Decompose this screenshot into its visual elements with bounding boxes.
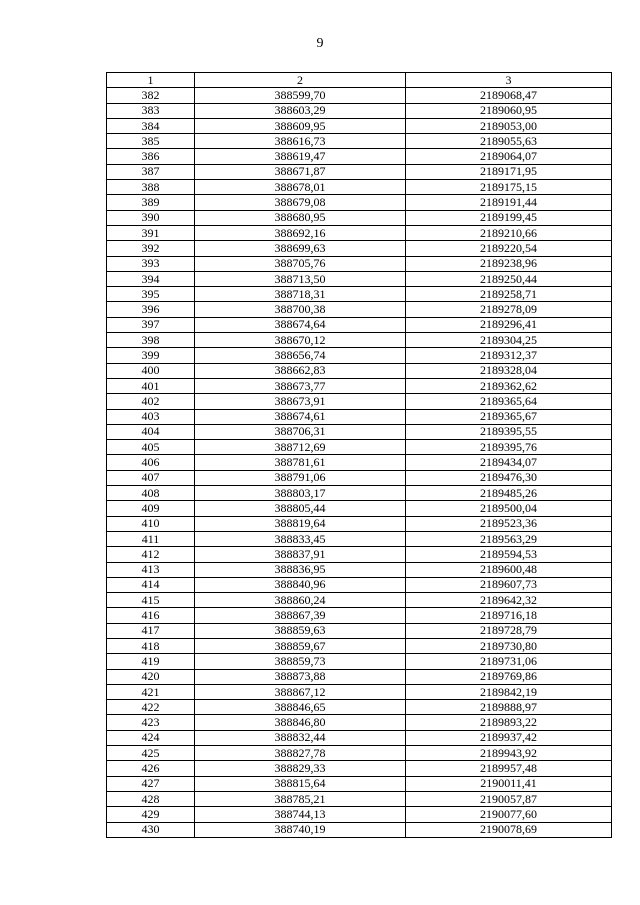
- cell-point-number: 428: [107, 791, 195, 806]
- cell-point-number: 417: [107, 623, 195, 638]
- table-row: [107, 531, 612, 546]
- cell-x-coordinate: 388846,80: [195, 715, 406, 730]
- table-row: [107, 424, 612, 439]
- cell-point-number: 382: [107, 88, 195, 103]
- cell-y-coordinate: 2189476,30: [406, 470, 612, 485]
- cell-x-coordinate: 388680,95: [195, 210, 406, 225]
- table-row: [107, 593, 612, 608]
- cell-y-coordinate: 2189064,07: [406, 149, 612, 164]
- table-row: [107, 378, 612, 393]
- cell-x-coordinate: 388781,61: [195, 455, 406, 470]
- cell-x-coordinate: 388673,91: [195, 394, 406, 409]
- table-row: [107, 807, 612, 822]
- cell-x-coordinate: 388679,08: [195, 195, 406, 210]
- cell-point-number: 406: [107, 455, 195, 470]
- cell-x-coordinate: 388785,21: [195, 791, 406, 806]
- cell-point-number: 393: [107, 256, 195, 271]
- cell-point-number: 402: [107, 394, 195, 409]
- table-row: [107, 118, 612, 133]
- table-row: [107, 225, 612, 240]
- cell-y-coordinate: 2189362,62: [406, 378, 612, 393]
- cell-x-coordinate: 388837,91: [195, 547, 406, 562]
- cell-point-number: 422: [107, 700, 195, 715]
- cell-y-coordinate: 2189893,22: [406, 715, 612, 730]
- cell-y-coordinate: 2189304,25: [406, 333, 612, 348]
- table-row: [107, 684, 612, 699]
- table-row: [107, 210, 612, 225]
- cell-y-coordinate: 2189055,63: [406, 134, 612, 149]
- cell-x-coordinate: 388867,39: [195, 608, 406, 623]
- table-row: [107, 88, 612, 103]
- table-row: [107, 501, 612, 516]
- cell-point-number: 399: [107, 348, 195, 363]
- cell-x-coordinate: 388699,63: [195, 241, 406, 256]
- table-row: [107, 333, 612, 348]
- cell-point-number: 383: [107, 103, 195, 118]
- cell-point-number: 400: [107, 363, 195, 378]
- table-row: [107, 730, 612, 745]
- cell-y-coordinate: 2189258,71: [406, 287, 612, 302]
- cell-point-number: 395: [107, 287, 195, 302]
- cell-point-number: 423: [107, 715, 195, 730]
- cell-y-coordinate: 2189312,37: [406, 348, 612, 363]
- cell-point-number: 412: [107, 547, 195, 562]
- cell-y-coordinate: 2189278,09: [406, 302, 612, 317]
- cell-point-number: 414: [107, 577, 195, 592]
- table-row: [107, 256, 612, 271]
- cell-point-number: 419: [107, 654, 195, 669]
- table-row: [107, 363, 612, 378]
- table-row: [107, 715, 612, 730]
- table-row: [107, 761, 612, 776]
- cell-x-coordinate: 388718,31: [195, 287, 406, 302]
- table-row: [107, 791, 612, 806]
- table-body: [107, 88, 612, 838]
- cell-point-number: 389: [107, 195, 195, 210]
- cell-point-number: 420: [107, 669, 195, 684]
- cell-y-coordinate: 2189607,73: [406, 577, 612, 592]
- cell-x-coordinate: 388670,12: [195, 333, 406, 348]
- column-header-point-number: 1: [107, 73, 195, 88]
- cell-x-coordinate: 388859,63: [195, 623, 406, 638]
- cell-y-coordinate: 2189068,47: [406, 88, 612, 103]
- table-row: [107, 746, 612, 761]
- table-row: [107, 164, 612, 179]
- table-row: [107, 700, 612, 715]
- table-row: [107, 180, 612, 195]
- cell-point-number: 388: [107, 180, 195, 195]
- cell-point-number: 410: [107, 516, 195, 531]
- cell-x-coordinate: 388829,33: [195, 761, 406, 776]
- cell-x-coordinate: 388859,67: [195, 638, 406, 653]
- cell-x-coordinate: 388692,16: [195, 225, 406, 240]
- table-row: [107, 654, 612, 669]
- cell-y-coordinate: 2189175,15: [406, 180, 612, 195]
- cell-x-coordinate: 388860,24: [195, 593, 406, 608]
- cell-point-number: 394: [107, 271, 195, 286]
- cell-y-coordinate: 2189296,41: [406, 317, 612, 332]
- cell-y-coordinate: 2189053,00: [406, 118, 612, 133]
- table-row: [107, 470, 612, 485]
- cell-x-coordinate: 388819,64: [195, 516, 406, 531]
- cell-point-number: 401: [107, 378, 195, 393]
- cell-point-number: 405: [107, 440, 195, 455]
- table-row: [107, 822, 612, 837]
- cell-x-coordinate: 388840,96: [195, 577, 406, 592]
- cell-y-coordinate: 2189238,96: [406, 256, 612, 271]
- cell-y-coordinate: 2189842,19: [406, 684, 612, 699]
- table-row: [107, 348, 612, 363]
- cell-y-coordinate: 2189943,92: [406, 746, 612, 761]
- cell-y-coordinate: 2189395,55: [406, 424, 612, 439]
- cell-point-number: 384: [107, 118, 195, 133]
- table-row: [107, 103, 612, 118]
- cell-x-coordinate: 388846,65: [195, 700, 406, 715]
- cell-point-number: 397: [107, 317, 195, 332]
- table-row: [107, 271, 612, 286]
- cell-point-number: 390: [107, 210, 195, 225]
- cell-y-coordinate: 2189485,26: [406, 486, 612, 501]
- cell-x-coordinate: 388833,45: [195, 531, 406, 546]
- cell-point-number: 386: [107, 149, 195, 164]
- cell-point-number: 413: [107, 562, 195, 577]
- cell-y-coordinate: 2189500,04: [406, 501, 612, 516]
- cell-y-coordinate: 2190057,87: [406, 791, 612, 806]
- table-row: [107, 486, 612, 501]
- cell-y-coordinate: 2190077,60: [406, 807, 612, 822]
- cell-point-number: 407: [107, 470, 195, 485]
- cell-x-coordinate: 388836,95: [195, 562, 406, 577]
- column-header-y: 3: [406, 73, 612, 88]
- cell-point-number: 398: [107, 333, 195, 348]
- cell-x-coordinate: 388705,76: [195, 256, 406, 271]
- cell-point-number: 391: [107, 225, 195, 240]
- cell-point-number: 430: [107, 822, 195, 837]
- cell-y-coordinate: 2189395,76: [406, 440, 612, 455]
- cell-y-coordinate: 2189250,44: [406, 271, 612, 286]
- table-row: [107, 241, 612, 256]
- table-row: [107, 409, 612, 424]
- table-row: [107, 195, 612, 210]
- cell-point-number: 415: [107, 593, 195, 608]
- cell-point-number: 426: [107, 761, 195, 776]
- cell-y-coordinate: 2189594,53: [406, 547, 612, 562]
- cell-x-coordinate: 388678,01: [195, 180, 406, 195]
- table-row: [107, 547, 612, 562]
- cell-point-number: 385: [107, 134, 195, 149]
- cell-point-number: 403: [107, 409, 195, 424]
- cell-y-coordinate: 2189365,67: [406, 409, 612, 424]
- cell-y-coordinate: 2189328,04: [406, 363, 612, 378]
- cell-x-coordinate: 388656,74: [195, 348, 406, 363]
- cell-y-coordinate: 2189642,32: [406, 593, 612, 608]
- cell-y-coordinate: 2189937,42: [406, 730, 612, 745]
- cell-x-coordinate: 388674,61: [195, 409, 406, 424]
- cell-x-coordinate: 388671,87: [195, 164, 406, 179]
- cell-x-coordinate: 388744,13: [195, 807, 406, 822]
- table-row: [107, 669, 612, 684]
- cell-point-number: 409: [107, 501, 195, 516]
- cell-point-number: 404: [107, 424, 195, 439]
- cell-point-number: 392: [107, 241, 195, 256]
- cell-x-coordinate: 388609,95: [195, 118, 406, 133]
- table-row: [107, 638, 612, 653]
- cell-y-coordinate: 2189957,48: [406, 761, 612, 776]
- cell-x-coordinate: 388805,44: [195, 501, 406, 516]
- page-number: 9: [316, 36, 324, 51]
- table-row: [107, 516, 612, 531]
- cell-point-number: 387: [107, 164, 195, 179]
- cell-y-coordinate: 2190011,41: [406, 776, 612, 791]
- cell-y-coordinate: 2189191,44: [406, 195, 612, 210]
- table-row: [107, 394, 612, 409]
- cell-y-coordinate: 2189199,45: [406, 210, 612, 225]
- cell-x-coordinate: 388674,64: [195, 317, 406, 332]
- cell-x-coordinate: 388873,88: [195, 669, 406, 684]
- coordinates-table: [106, 72, 612, 838]
- cell-y-coordinate: 2189716,18: [406, 608, 612, 623]
- cell-y-coordinate: 2189171,95: [406, 164, 612, 179]
- cell-x-coordinate: 388815,64: [195, 776, 406, 791]
- cell-y-coordinate: 2189210,66: [406, 225, 612, 240]
- cell-point-number: 411: [107, 531, 195, 546]
- cell-point-number: 396: [107, 302, 195, 317]
- cell-point-number: 421: [107, 684, 195, 699]
- column-header-x: 2: [195, 73, 406, 88]
- cell-x-coordinate: 388867,12: [195, 684, 406, 699]
- cell-x-coordinate: 388832,44: [195, 730, 406, 745]
- cell-y-coordinate: 2189434,07: [406, 455, 612, 470]
- cell-x-coordinate: 388673,77: [195, 378, 406, 393]
- cell-point-number: 418: [107, 638, 195, 653]
- table-row: [107, 562, 612, 577]
- cell-point-number: 427: [107, 776, 195, 791]
- cell-x-coordinate: 388706,31: [195, 424, 406, 439]
- cell-point-number: 425: [107, 746, 195, 761]
- table-row: [107, 134, 612, 149]
- cell-point-number: 408: [107, 486, 195, 501]
- cell-y-coordinate: 2189060,95: [406, 103, 612, 118]
- cell-point-number: 424: [107, 730, 195, 745]
- table-row: [107, 302, 612, 317]
- cell-x-coordinate: 388803,17: [195, 486, 406, 501]
- table-row: [107, 317, 612, 332]
- cell-y-coordinate: 2189563,29: [406, 531, 612, 546]
- cell-y-coordinate: 2189769,86: [406, 669, 612, 684]
- table-row: [107, 287, 612, 302]
- table-row: [107, 577, 612, 592]
- cell-y-coordinate: 2189888,97: [406, 700, 612, 715]
- cell-x-coordinate: 388827,78: [195, 746, 406, 761]
- cell-y-coordinate: 2189731,06: [406, 654, 612, 669]
- cell-x-coordinate: 388700,38: [195, 302, 406, 317]
- cell-point-number: 429: [107, 807, 195, 822]
- cell-x-coordinate: 388616,73: [195, 134, 406, 149]
- cell-y-coordinate: 2190078,69: [406, 822, 612, 837]
- table-row: [107, 623, 612, 638]
- cell-x-coordinate: 388740,19: [195, 822, 406, 837]
- cell-y-coordinate: 2189523,36: [406, 516, 612, 531]
- table-row: [107, 149, 612, 164]
- cell-x-coordinate: 388662,83: [195, 363, 406, 378]
- cell-x-coordinate: 388713,50: [195, 271, 406, 286]
- cell-x-coordinate: 388603,29: [195, 103, 406, 118]
- table-row: [107, 455, 612, 470]
- cell-y-coordinate: 2189730,80: [406, 638, 612, 653]
- cell-y-coordinate: 2189728,79: [406, 623, 612, 638]
- cell-x-coordinate: 388859,73: [195, 654, 406, 669]
- table-header-row: [107, 73, 612, 88]
- cell-point-number: 416: [107, 608, 195, 623]
- cell-x-coordinate: 388619,47: [195, 149, 406, 164]
- cell-y-coordinate: 2189600,48: [406, 562, 612, 577]
- table-row: [107, 608, 612, 623]
- cell-x-coordinate: 388791,06: [195, 470, 406, 485]
- cell-x-coordinate: 388599,70: [195, 88, 406, 103]
- cell-y-coordinate: 2189365,64: [406, 394, 612, 409]
- cell-y-coordinate: 2189220,54: [406, 241, 612, 256]
- cell-x-coordinate: 388712,69: [195, 440, 406, 455]
- table-row: [107, 440, 612, 455]
- table-row: [107, 776, 612, 791]
